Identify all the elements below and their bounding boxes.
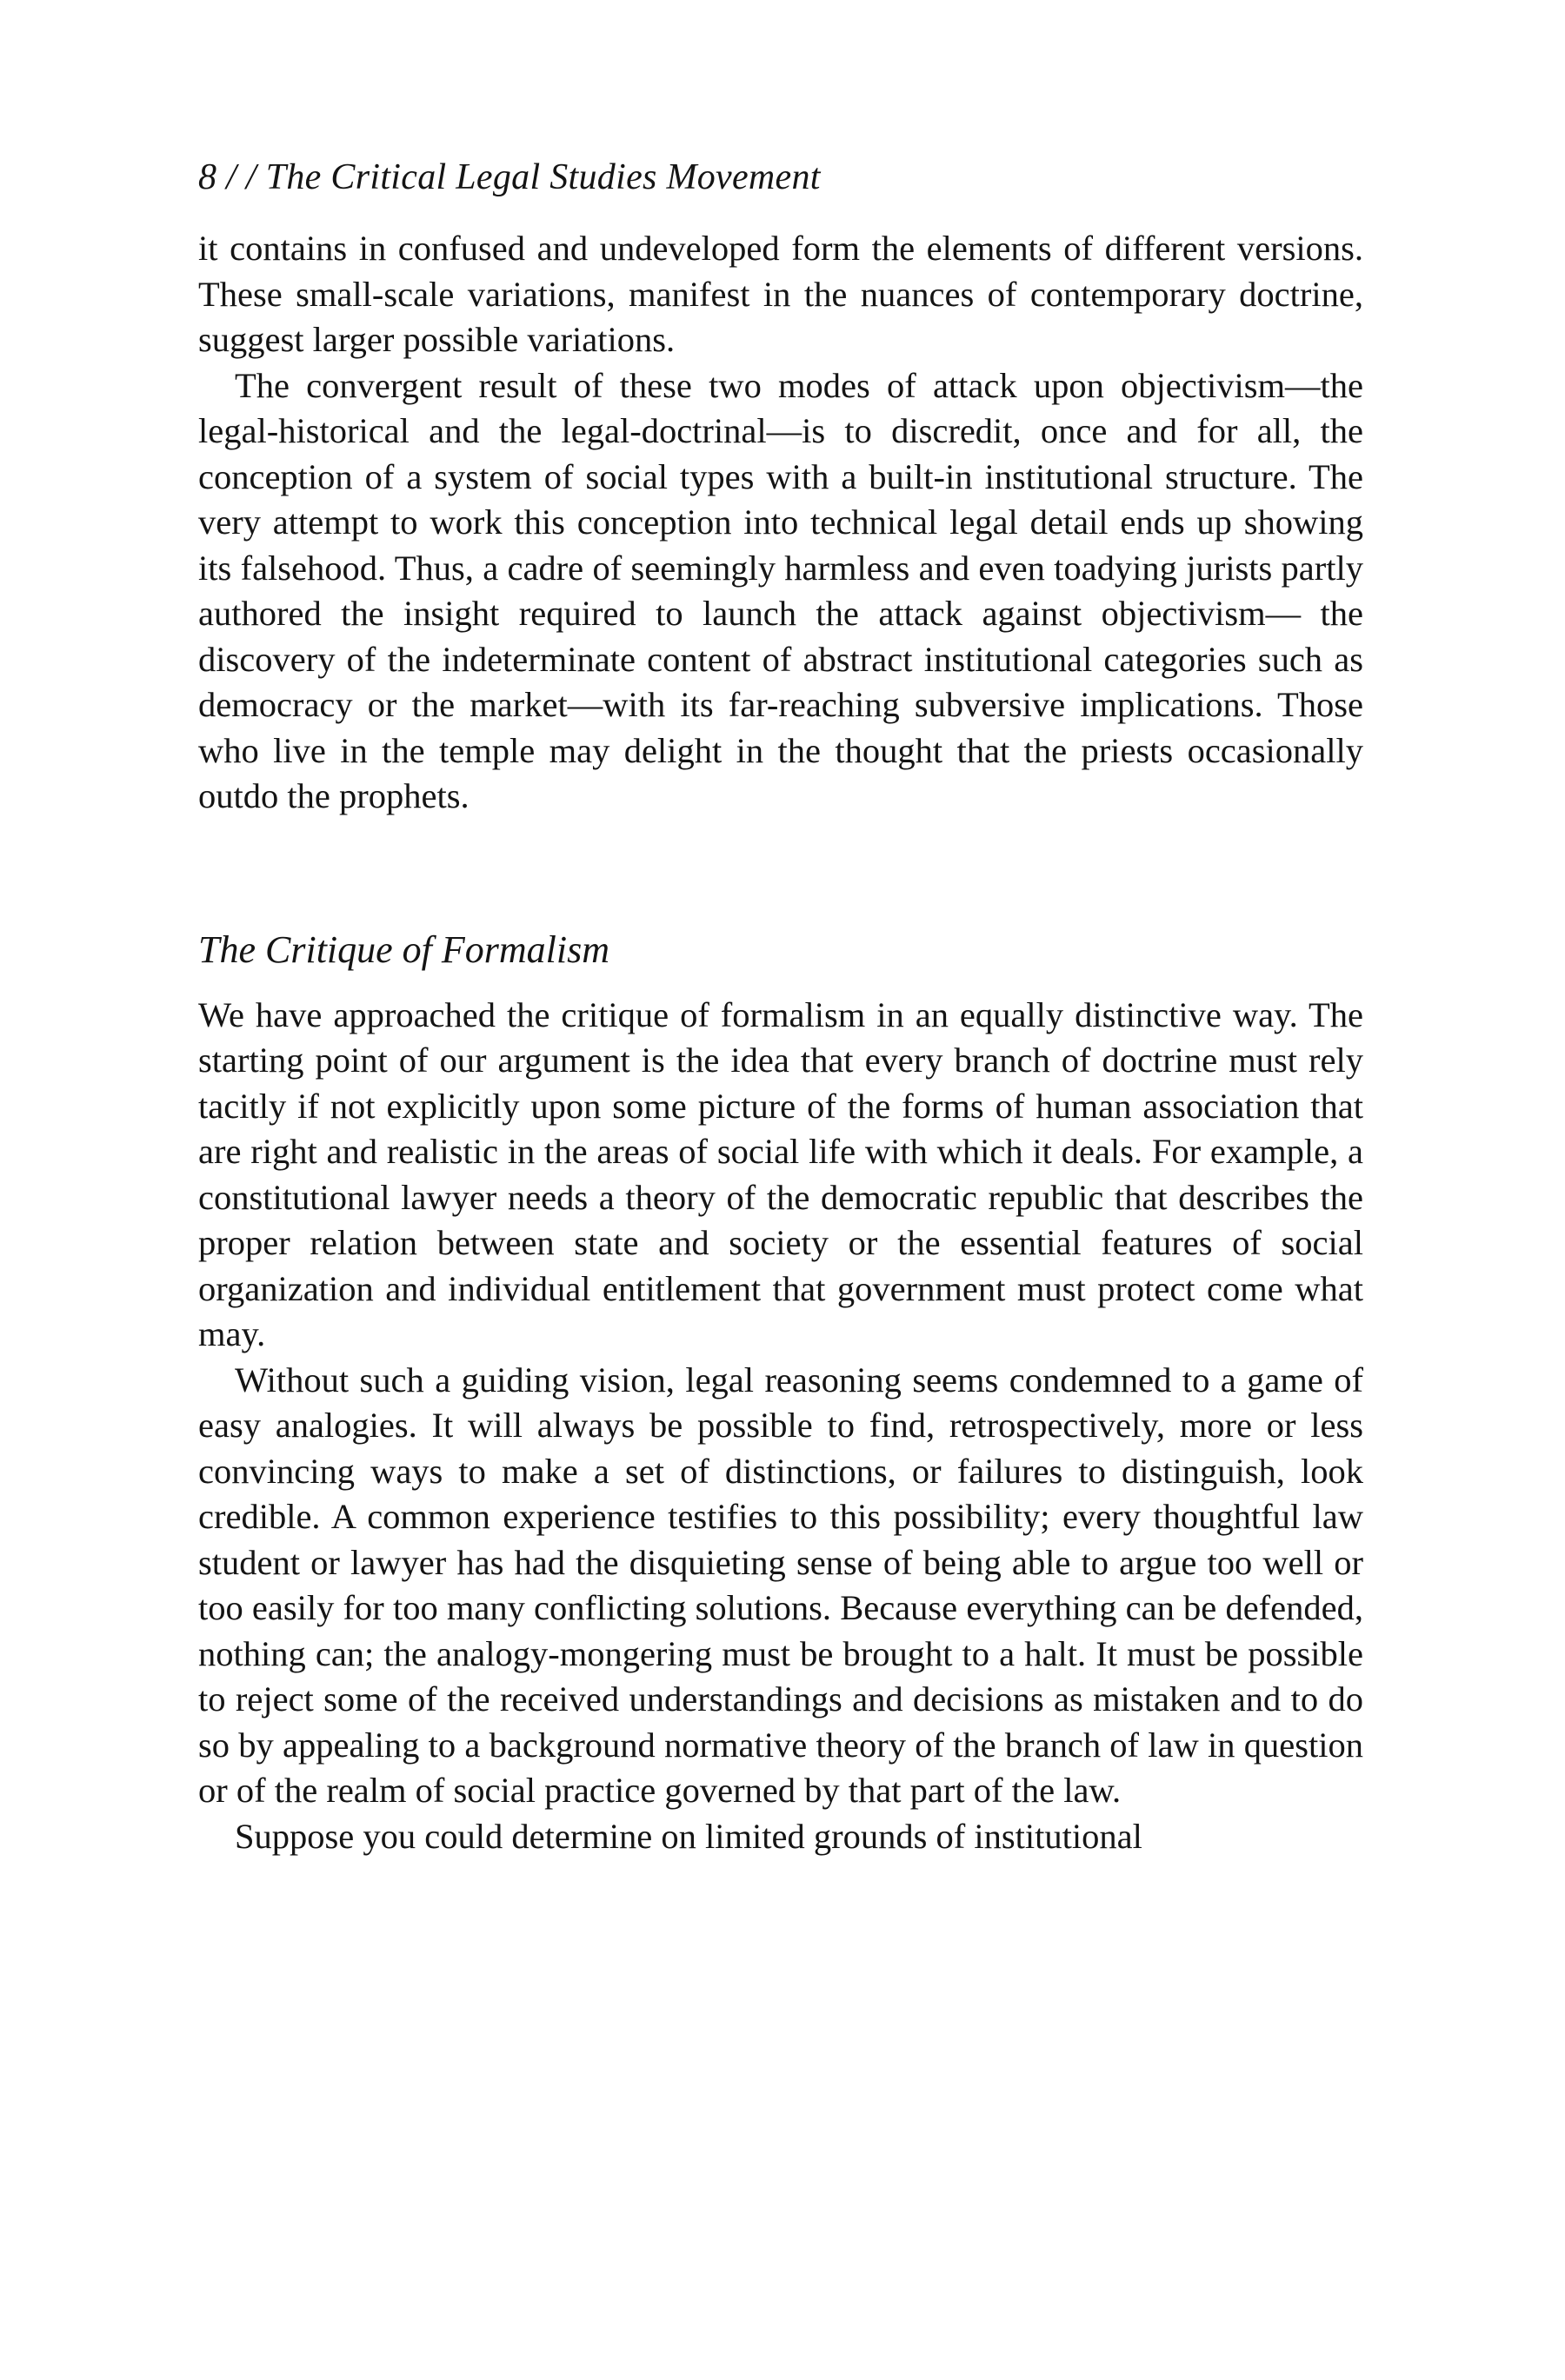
page-number: 8 [198, 157, 217, 197]
running-head [198, 155, 1363, 200]
running-title: The Critical Legal Studies Movement [265, 157, 821, 197]
paragraph-guiding-vision: Without such a guiding vision, legal reasoning seems condemned to a game of easy analogies. It will always be possible to find, retrospectively, more or less convincing ways to make a set of distinctions, or failures to distinguish, look credible. A common experience testifies to this possibility; every thoughtful law student or lawyer has had the disquieting sense of being able to argue too well or too easily for too many conflicting solutions. Because everything can be defended, nothing can; the analogy-mongering must be brought to a halt. It must be possible to reject some of the received understandings and decisions as mistaken and to do so by appealing to a background normative theory of the branch of law in question or of the realm of social practice governed by that part of the law. [198, 1360, 1363, 1810]
paragraph-convergent-result: The convergent result of these two modes of attack upon objectivism—the legal-historical and the legal-doctrinal—is to discredit, once and for all, the conception of a system of social types with a built-in institutional structure. The very attempt to work this conception into technical legal detail ends up showing its falsehood. Thus, a cadre of seemingly harmless and even toadying jurists partly authored the insight required to launch the attack against objectivism— the discovery of the indeterminate content of abstract institutional categories such as democracy or the market—with its far-reaching subversive implications. Those who live in the temple may delight in the thought that the priests occasionally outdo the prophets. [198, 365, 1363, 815]
running-head-separator: / / [226, 157, 256, 197]
paragraph-critique-intro: We have approached the critique of formalism in an equally distinctive way. The starting point of our argument is the idea that every branch of doctrine must rely tacitly if not explicitly upon some picture of the forms of human association that are right and realistic in the areas of social life with which it deals. For example, a constitutional lawyer needs a theory of the democratic republic that describes the proper relation between state and society or the essential features of social organization and individual entitlement that government must protect come what may. [198, 994, 1363, 1353]
book-page [198, 155, 1363, 1859]
paragraph-continued: it contains in confused and undeveloped form the elements of different versions. These small-scale variations, manifest in the nuances of contemporary doctrine, suggest larger possible variations. [198, 229, 1363, 359]
section-heading: The Critique of Formalism [198, 927, 610, 971]
paragraph-suppose: Suppose you could determine on limited grounds of institutional [235, 1816, 1142, 1856]
